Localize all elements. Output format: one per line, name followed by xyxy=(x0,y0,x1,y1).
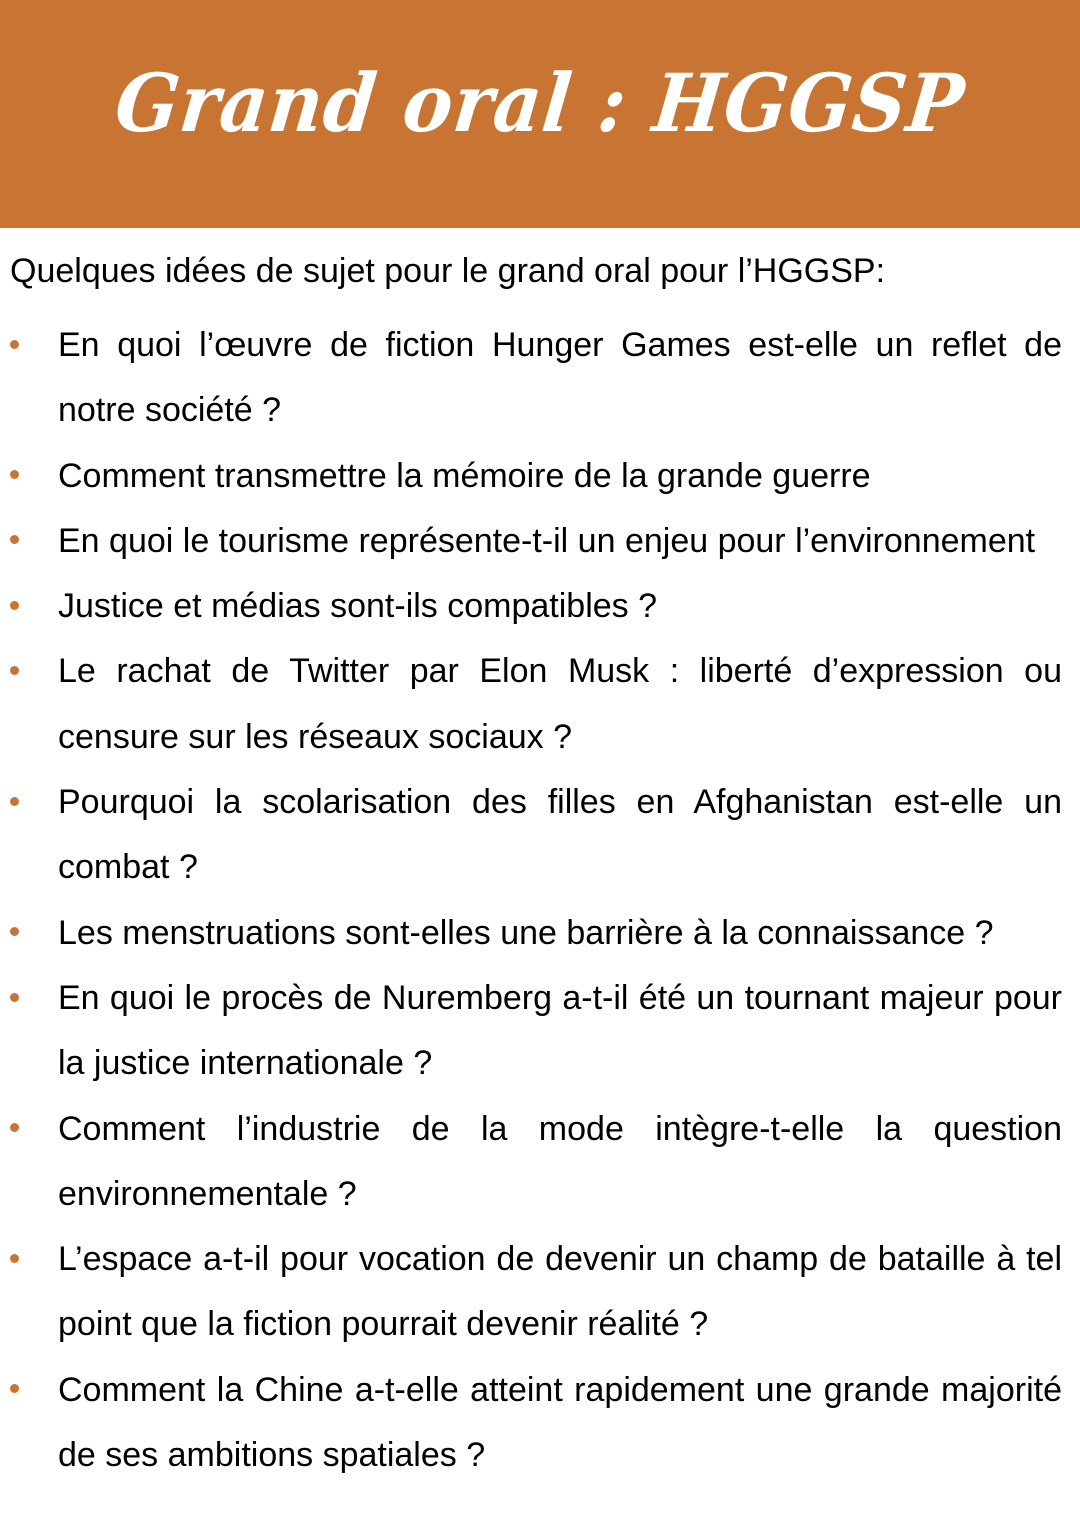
bullet-icon xyxy=(10,639,22,704)
topic-item xyxy=(0,901,1062,966)
topic-item xyxy=(0,444,1062,509)
bullet-icon xyxy=(10,901,22,966)
topic-text: Pourquoi la scolarisation des filles en Afghanistan est-elle un combat ? xyxy=(58,783,1062,887)
topic-text: Comment l’industrie de la mode intègre-t-elle la question environnementale ? xyxy=(58,1109,1062,1213)
topic-item xyxy=(0,1358,1062,1489)
topic-item xyxy=(0,639,1062,770)
bullet-icon xyxy=(10,966,22,1031)
page-title: Grand oral : HGGSP xyxy=(111,57,969,151)
topic-text: Comment transmettre la mémoire de la grande guerre xyxy=(58,456,871,495)
topic-item xyxy=(0,1097,1062,1228)
topic-list xyxy=(0,313,1080,1488)
bullet-icon xyxy=(10,1097,22,1162)
topic-text: Comment la Chine a-t-elle atteint rapidement une grande majorité de ses ambitions spatiales ? xyxy=(58,1370,1062,1475)
bullet-icon xyxy=(10,1358,22,1423)
topic-text: En quoi le tourisme représente-t-il un enjeu pour l’environnement xyxy=(58,521,1036,560)
topic-text: En quoi l’œuvre de fiction Hunger Games est-elle un reflet de notre société ? xyxy=(58,326,1062,430)
bullet-icon xyxy=(10,574,22,639)
topic-text: Les menstruations sont-elles une barrière à la connaissance ? xyxy=(58,913,994,952)
header-band xyxy=(0,0,1080,228)
bullet-icon xyxy=(10,770,22,835)
topic-text: En quoi le procès de Nuremberg a-t-il été un tournant majeur pour la justice internationale ? xyxy=(58,978,1062,1083)
topic-item xyxy=(0,1227,1062,1358)
topic-text: L’espace a-t-il pour vocation de devenir un champ de bataille à tel point que la fiction pourrait devenir réalité ? xyxy=(58,1240,1062,1344)
bullet-icon xyxy=(10,1227,22,1292)
bullet-icon xyxy=(10,509,22,574)
topic-item xyxy=(0,966,1062,1097)
topic-item xyxy=(0,574,1062,639)
topic-item xyxy=(0,313,1062,444)
intro-text: Quelques idées de sujet pour le grand oral pour l’HGGSP: xyxy=(10,252,886,290)
topic-text: Le rachat de Twitter par Elon Musk : liberté d’expression ou censure sur les réseaux sociaux ? xyxy=(58,652,1062,756)
bullet-icon xyxy=(10,313,22,378)
bullet-icon xyxy=(10,444,22,509)
topic-item xyxy=(0,770,1062,901)
topic-text: Justice et médias sont-ils compatibles ? xyxy=(58,587,658,626)
topic-item xyxy=(0,509,1062,574)
